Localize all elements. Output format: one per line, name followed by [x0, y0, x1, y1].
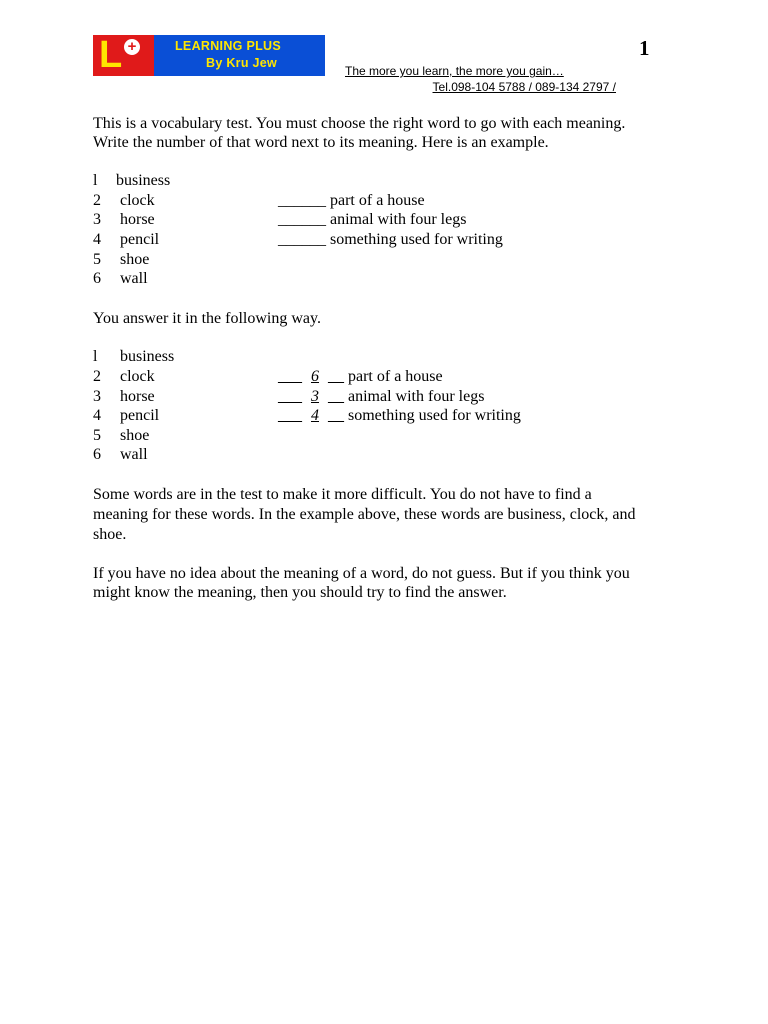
- logo-subtitle: By Kru Jew: [206, 56, 278, 70]
- note-1-line-1: Some words are in the test to make it more difficult. You do not have to find a: [93, 486, 592, 503]
- contact-phone: Tel.098-104 5788 / 089-134 2797 /: [432, 80, 616, 94]
- filled-answer: ___ 4 __: [278, 407, 344, 424]
- example-word: pencil: [120, 231, 160, 248]
- answer-blank: ______: [278, 192, 326, 209]
- answered-word-number: 6: [93, 446, 101, 463]
- example-meaning: ______ part of a house: [278, 192, 425, 209]
- logo-red-panel: [93, 35, 154, 76]
- answered-meaning: ___ 4 __ something used for writing: [278, 407, 521, 424]
- answer-intro: You answer it in the following way.: [93, 310, 321, 327]
- note-1-line-3: shoe.: [93, 526, 127, 543]
- filled-answer: ___ 3 __: [278, 388, 344, 405]
- answered-word: shoe: [120, 427, 150, 444]
- answer-blank: ______: [278, 211, 326, 228]
- example-meaning: ______ something used for writing: [278, 231, 503, 248]
- intro-line-2: Write the number of that word next to its meaning. Here is an example.: [93, 134, 549, 151]
- answered-meaning: ___ 3 __ animal with four legs: [278, 388, 485, 405]
- example-word: wall: [120, 270, 148, 287]
- answered-word-number: l: [93, 348, 98, 365]
- answered-word: horse: [120, 388, 155, 405]
- intro-line-1: This is a vocabulary test. You must choose the right word to go with each meaning.: [93, 115, 626, 132]
- page-number: 1: [639, 36, 650, 60]
- example-word: horse: [120, 211, 155, 228]
- example-word-number: 4: [93, 231, 101, 248]
- example-word-number: 6: [93, 270, 101, 287]
- example-word: clock: [120, 192, 155, 209]
- answered-word: business: [120, 348, 175, 365]
- note-2-line-1: If you have no idea about the meaning of a word, do not guess. But if you think you: [93, 565, 630, 582]
- example-word-number: 5: [93, 251, 101, 268]
- example-word: shoe: [120, 251, 150, 268]
- example-word: business: [116, 172, 171, 189]
- example-word-number: l: [93, 172, 98, 189]
- logo-title: LEARNING PLUS: [175, 39, 281, 53]
- answered-word-number: 4: [93, 407, 101, 424]
- example-word-number: 3: [93, 211, 101, 228]
- answer-blank: ______: [278, 231, 326, 248]
- logo-letter: L: [99, 34, 123, 76]
- answered-word-number: 3: [93, 388, 101, 405]
- tagline: The more you learn, the more you gain…: [345, 64, 564, 78]
- answered-word-number: 2: [93, 368, 101, 385]
- filled-answer: ___ 6 __: [278, 368, 344, 385]
- answered-meaning: ___ 6 __ part of a house: [278, 368, 443, 385]
- example-meaning: ______ animal with four legs: [278, 211, 467, 228]
- answered-word: clock: [120, 368, 155, 385]
- learning-plus-logo: [93, 35, 325, 76]
- note-2-line-2: might know the meaning, then you should try to find the answer.: [93, 584, 507, 601]
- answered-word: pencil: [120, 407, 160, 424]
- answered-word-number: 5: [93, 427, 101, 444]
- example-word-number: 2: [93, 192, 101, 209]
- logo-plus-icon: +: [123, 38, 141, 56]
- answered-word: wall: [120, 446, 148, 463]
- note-1-line-2: meaning for these words. In the example above, these words are business, clock, and: [93, 506, 636, 523]
